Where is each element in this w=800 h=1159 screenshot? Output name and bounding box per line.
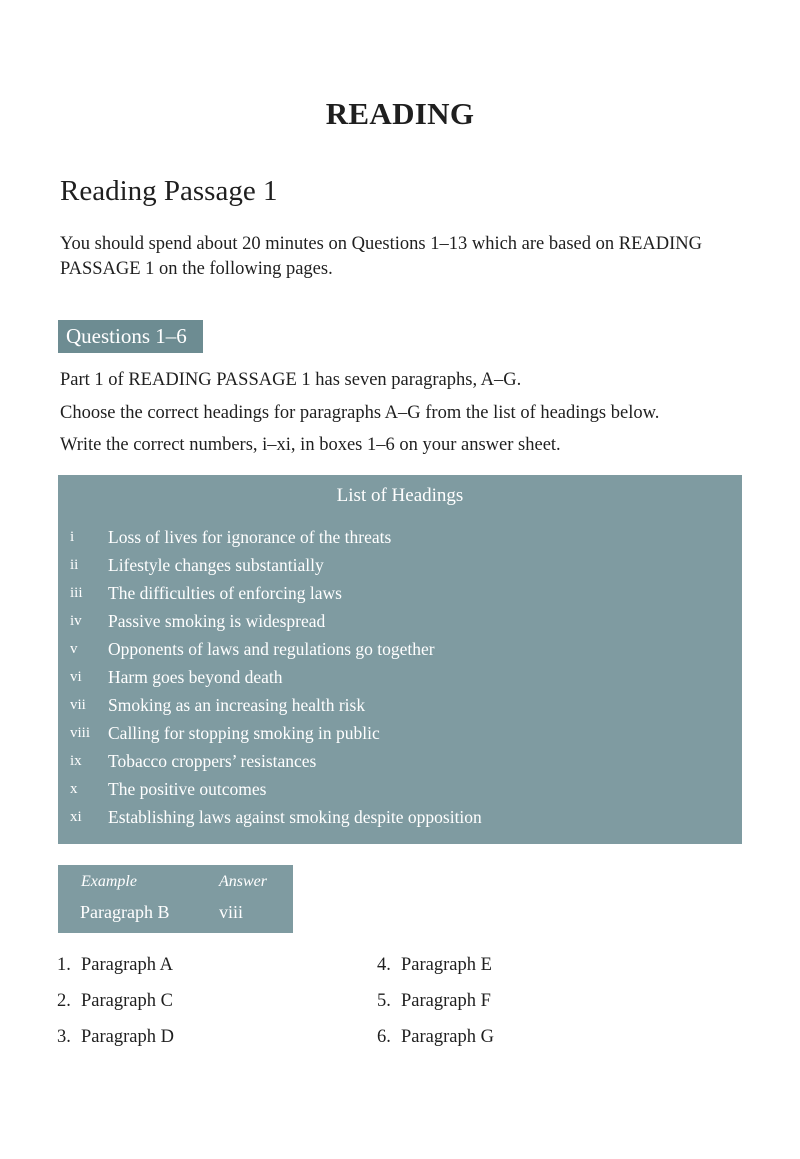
intro-text-start: You should spend about 20 minutes on [60,234,352,254]
heading-item [70,805,730,833]
question-number: 1. [57,955,71,975]
heading-text: Harm goes beyond death [108,667,283,687]
list-of-headings-box [58,475,742,844]
heading-item [70,749,730,777]
heading-number: ii [70,557,79,573]
heading-item [70,609,730,637]
heading-number: vii [70,697,86,713]
heading-number: viii [70,725,91,741]
example-answer: viii [219,902,244,922]
heading-text: Smoking as an increasing health risk [108,695,366,715]
heading-text: Tobacco croppers’ resistances [108,751,317,771]
example-label: Example [81,873,137,890]
passage-title: Reading Passage 1 [60,175,278,207]
heading-number: i [70,529,75,545]
headings-title: List of Headings [336,485,464,506]
heading-text: Opponents of laws and regulations go together [108,639,435,659]
instruction-line: Write the correct numbers, i–xi, in boxes 1–6 on your answer sheet. [60,435,561,455]
heading-item [70,665,730,693]
intro-paragraph [60,232,740,282]
heading-item [70,777,730,805]
heading-number: iv [70,613,82,629]
instruction-line: Part 1 of READING PASSAGE 1 has seven paragraphs, A–G. [60,370,522,390]
instruction-line: Choose the correct headings for paragraphs A–G from the list of headings below. [60,403,660,423]
heading-number: vi [70,669,82,685]
question-number: 6. [377,1027,391,1047]
heading-item [70,637,730,665]
question-text: Paragraph C [81,991,173,1011]
question-number: 3. [57,1027,71,1047]
heading-text: Calling for stopping smoking in public [108,723,380,743]
heading-text: Passive smoking is widespread [108,611,326,631]
heading-text: The difficulties of enforcing laws [108,583,342,603]
question-number: 4. [377,955,391,975]
heading-number: xi [70,809,82,825]
heading-text: The positive outcomes [108,779,267,799]
heading-text: Establishing laws against smoking despite opposition [108,807,482,827]
heading-item [70,693,730,721]
intro-questions-range: Questions 1–13 [351,234,468,254]
question-text: Paragraph G [401,1027,494,1047]
question-item [57,1027,174,1048]
question-item [57,991,173,1012]
question-text: Paragraph D [81,1027,174,1047]
question-text: Paragraph A [81,955,173,975]
question-item [377,991,491,1012]
example-box [58,865,293,933]
example-paragraph: Paragraph B [80,902,170,922]
question-number: 5. [377,991,391,1011]
question-number: 2. [57,991,71,1011]
heading-text: Loss of lives for ignorance of the threats [108,527,392,547]
heading-item [70,721,730,749]
heading-number: ix [70,753,82,769]
question-item [57,955,173,976]
question-item [377,1027,494,1048]
heading-number: v [70,641,78,657]
page-title: READING [325,96,475,131]
heading-text: Lifestyle changes substantially [108,555,324,575]
question-text: Paragraph F [401,991,491,1011]
heading-number: x [70,781,78,797]
intro-text-end: which are based on READING PASSAGE 1 on the following pages. [60,234,702,279]
heading-item [70,525,730,553]
questions-banner: Questions 1–6 [58,320,203,353]
answer-label: Answer [219,873,267,890]
heading-item [70,553,730,581]
question-text: Paragraph E [401,955,492,975]
heading-item [70,581,730,609]
heading-number: iii [70,585,83,601]
question-item [377,955,492,976]
